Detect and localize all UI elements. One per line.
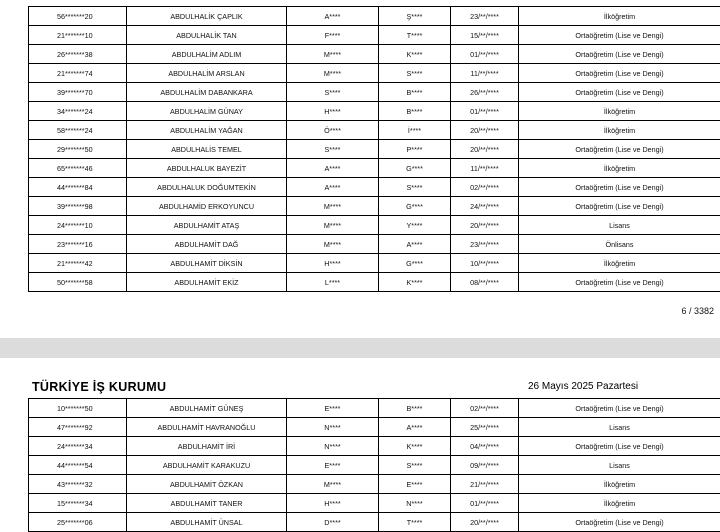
tc-number-cell: 10*******50 bbox=[29, 399, 127, 418]
birth-date-cell: 15/**/**** bbox=[451, 26, 519, 45]
birth-date-cell: 26/**/**** bbox=[451, 83, 519, 102]
full-name-cell: ABDULHAMİT EKİZ bbox=[127, 273, 287, 292]
full-name-cell: ABDULHALUK BAYEZİT bbox=[127, 159, 287, 178]
full-name-cell: ABDULHALİK TAN bbox=[127, 26, 287, 45]
education-cell: Ortaöğretim (Lise ve Dengi) bbox=[519, 64, 720, 83]
birth-date-cell: 23/**/**** bbox=[451, 235, 519, 254]
table-row bbox=[29, 494, 720, 513]
table-row bbox=[29, 216, 720, 235]
table-row bbox=[29, 83, 720, 102]
education-cell: Ortaöğretim (Lise ve Dengi) bbox=[519, 513, 720, 532]
education-cell: Ortaöğretim (Lise ve Dengi) bbox=[519, 83, 720, 102]
applicant-table-page-6 bbox=[28, 6, 720, 292]
full-name-cell: ABDULHAMİD ERKOYUNCU bbox=[127, 197, 287, 216]
education-cell: İlköğretim bbox=[519, 159, 720, 178]
mother-name-cell: S**** bbox=[379, 178, 451, 197]
education-cell: İlköğretim bbox=[519, 494, 720, 513]
father-name-cell: L**** bbox=[287, 273, 379, 292]
education-cell: Lisans bbox=[519, 418, 720, 437]
table-row bbox=[29, 456, 720, 475]
birth-date-cell: 20/**/**** bbox=[451, 513, 519, 532]
tc-number-cell: 44*******54 bbox=[29, 456, 127, 475]
father-name-cell: S**** bbox=[287, 140, 379, 159]
mother-name-cell: A**** bbox=[379, 418, 451, 437]
tc-number-cell: 24*******34 bbox=[29, 437, 127, 456]
full-name-cell: ABDULHAMİT ÖZKAN bbox=[127, 475, 287, 494]
full-name-cell: ABDULHALİK ÇAPLIK bbox=[127, 7, 287, 26]
birth-date-cell: 01/**/**** bbox=[451, 45, 519, 64]
table-row bbox=[29, 64, 720, 83]
full-name-cell: ABDULHAMİT İRİ bbox=[127, 437, 287, 456]
father-name-cell: E**** bbox=[287, 456, 379, 475]
birth-date-cell: 24/**/**** bbox=[451, 197, 519, 216]
father-name-cell: A**** bbox=[287, 7, 379, 26]
birth-date-cell: 02/**/**** bbox=[451, 178, 519, 197]
birth-date-cell: 23/**/**** bbox=[451, 7, 519, 26]
table-row bbox=[29, 7, 720, 26]
full-name-cell: ABDULHAMİT HAVRANOĞLU bbox=[127, 418, 287, 437]
father-name-cell: S**** bbox=[287, 83, 379, 102]
tc-number-cell: 43*******32 bbox=[29, 475, 127, 494]
full-name-cell: ABDULHALİM ARSLAN bbox=[127, 64, 287, 83]
document-page-7 bbox=[0, 358, 720, 531]
mother-name-cell: B**** bbox=[379, 399, 451, 418]
father-name-cell: D**** bbox=[287, 513, 379, 532]
education-cell: Lisans bbox=[519, 456, 720, 475]
birth-date-cell: 01/**/**** bbox=[451, 102, 519, 121]
tc-number-cell: 29*******50 bbox=[29, 140, 127, 159]
mother-name-cell: G**** bbox=[379, 159, 451, 178]
father-name-cell: H**** bbox=[287, 102, 379, 121]
education-cell: İlköğretim bbox=[519, 254, 720, 273]
birth-date-cell: 21/**/**** bbox=[451, 475, 519, 494]
father-name-cell: M**** bbox=[287, 45, 379, 64]
mother-name-cell: B**** bbox=[379, 102, 451, 121]
tc-number-cell: 21*******74 bbox=[29, 64, 127, 83]
organization-title: TÜRKİYE İŞ KURUMU bbox=[32, 380, 166, 394]
birth-date-cell: 20/**/**** bbox=[451, 121, 519, 140]
education-cell: İlköğretim bbox=[519, 102, 720, 121]
table-row bbox=[29, 159, 720, 178]
tc-number-cell: 26*******38 bbox=[29, 45, 127, 64]
birth-date-cell: 09/**/**** bbox=[451, 456, 519, 475]
full-name-cell: ABDULHAMİT ATAŞ bbox=[127, 216, 287, 235]
full-name-cell: ABDULHALİS TEMEL bbox=[127, 140, 287, 159]
mother-name-cell: Y**** bbox=[379, 216, 451, 235]
father-name-cell: N**** bbox=[287, 418, 379, 437]
table-row bbox=[29, 102, 720, 121]
full-name-cell: ABDULHALİM DABANKARA bbox=[127, 83, 287, 102]
tc-number-cell: 25*******06 bbox=[29, 513, 127, 532]
table-row bbox=[29, 26, 720, 45]
father-name-cell: Ö**** bbox=[287, 121, 379, 140]
full-name-cell: ABDULHAMİT ÜNSAL bbox=[127, 513, 287, 532]
mother-name-cell: S**** bbox=[379, 64, 451, 83]
mother-name-cell: İ**** bbox=[379, 121, 451, 140]
full-name-cell: ABDULHAMİT DAĞ bbox=[127, 235, 287, 254]
birth-date-cell: 01/**/**** bbox=[451, 494, 519, 513]
father-name-cell: F**** bbox=[287, 26, 379, 45]
tc-number-cell: 39*******70 bbox=[29, 83, 127, 102]
table-row bbox=[29, 418, 720, 437]
tc-number-cell: 15*******34 bbox=[29, 494, 127, 513]
mother-name-cell: G**** bbox=[379, 197, 451, 216]
birth-date-cell: 02/**/**** bbox=[451, 399, 519, 418]
birth-date-cell: 20/**/**** bbox=[451, 140, 519, 159]
father-name-cell: H**** bbox=[287, 494, 379, 513]
education-cell: Ortaöğretim (Lise ve Dengi) bbox=[519, 140, 720, 159]
father-name-cell: A**** bbox=[287, 178, 379, 197]
mother-name-cell: K**** bbox=[379, 273, 451, 292]
page-separator bbox=[0, 338, 720, 358]
mother-name-cell: P**** bbox=[379, 140, 451, 159]
education-cell: Ortaöğretim (Lise ve Dengi) bbox=[519, 273, 720, 292]
mother-name-cell: T**** bbox=[379, 26, 451, 45]
full-name-cell: ABDULHALİM ADLIM bbox=[127, 45, 287, 64]
table-row bbox=[29, 45, 720, 64]
mother-name-cell: K**** bbox=[379, 45, 451, 64]
table-row bbox=[29, 273, 720, 292]
father-name-cell: M**** bbox=[287, 216, 379, 235]
tc-number-cell: 58*******24 bbox=[29, 121, 127, 140]
table-row bbox=[29, 178, 720, 197]
page-number: 6 / 3382 bbox=[681, 306, 714, 316]
table-row bbox=[29, 399, 720, 418]
education-cell: Ortaöğretim (Lise ve Dengi) bbox=[519, 45, 720, 64]
tc-number-cell: 44*******84 bbox=[29, 178, 127, 197]
education-cell: Önlisans bbox=[519, 235, 720, 254]
tc-number-cell: 39*******98 bbox=[29, 197, 127, 216]
education-cell: Ortaöğretim (Lise ve Dengi) bbox=[519, 26, 720, 45]
applicant-table-body bbox=[29, 7, 720, 292]
applicant-table-body bbox=[29, 399, 720, 532]
tc-number-cell: 21*******10 bbox=[29, 26, 127, 45]
mother-name-cell: G**** bbox=[379, 254, 451, 273]
father-name-cell: M**** bbox=[287, 475, 379, 494]
mother-name-cell: N**** bbox=[379, 494, 451, 513]
birth-date-cell: 25/**/**** bbox=[451, 418, 519, 437]
mother-name-cell: K**** bbox=[379, 437, 451, 456]
mother-name-cell: B**** bbox=[379, 83, 451, 102]
report-date: 26 Mayıs 2025 Pazartesi bbox=[528, 381, 638, 392]
tc-number-cell: 23*******16 bbox=[29, 235, 127, 254]
full-name-cell: ABDULHALUK DOĞUMTEKİN bbox=[127, 178, 287, 197]
table-row bbox=[29, 254, 720, 273]
table-row bbox=[29, 235, 720, 254]
mother-name-cell: E**** bbox=[379, 475, 451, 494]
mother-name-cell: S**** bbox=[379, 456, 451, 475]
full-name-cell: ABDULHAMİT DİKSİN bbox=[127, 254, 287, 273]
tc-number-cell: 50*******58 bbox=[29, 273, 127, 292]
education-cell: İlköğretim bbox=[519, 475, 720, 494]
mother-name-cell: T**** bbox=[379, 513, 451, 532]
tc-number-cell: 47*******92 bbox=[29, 418, 127, 437]
education-cell: Ortaöğretim (Lise ve Dengi) bbox=[519, 437, 720, 456]
education-cell: İlköğretim bbox=[519, 7, 720, 26]
father-name-cell: E**** bbox=[287, 399, 379, 418]
father-name-cell: M**** bbox=[287, 235, 379, 254]
birth-date-cell: 11/**/**** bbox=[451, 64, 519, 83]
father-name-cell: H**** bbox=[287, 254, 379, 273]
table-row bbox=[29, 437, 720, 456]
father-name-cell: A**** bbox=[287, 159, 379, 178]
tc-number-cell: 56*******20 bbox=[29, 7, 127, 26]
full-name-cell: ABDULHAMİT GÜNEŞ bbox=[127, 399, 287, 418]
education-cell: Ortaöğretim (Lise ve Dengi) bbox=[519, 399, 720, 418]
tc-number-cell: 21*******42 bbox=[29, 254, 127, 273]
tc-number-cell: 24*******10 bbox=[29, 216, 127, 235]
education-cell: Lisans bbox=[519, 216, 720, 235]
full-name-cell: ABDULHAMİT TANER bbox=[127, 494, 287, 513]
birth-date-cell: 08/**/**** bbox=[451, 273, 519, 292]
table-row bbox=[29, 197, 720, 216]
education-cell: İlköğretim bbox=[519, 121, 720, 140]
education-cell: Ortaöğretim (Lise ve Dengi) bbox=[519, 197, 720, 216]
table-row bbox=[29, 513, 720, 532]
full-name-cell: ABDULHALİM GÜNAY bbox=[127, 102, 287, 121]
mother-name-cell: A**** bbox=[379, 235, 451, 254]
father-name-cell: N**** bbox=[287, 437, 379, 456]
full-name-cell: ABDULHAMİT KARAKUZU bbox=[127, 456, 287, 475]
birth-date-cell: 11/**/**** bbox=[451, 159, 519, 178]
mother-name-cell: Ş**** bbox=[379, 7, 451, 26]
birth-date-cell: 20/**/**** bbox=[451, 216, 519, 235]
birth-date-cell: 10/**/**** bbox=[451, 254, 519, 273]
table-row bbox=[29, 475, 720, 494]
tc-number-cell: 34*******24 bbox=[29, 102, 127, 121]
applicant-table-page-7 bbox=[28, 398, 720, 532]
full-name-cell: ABDULHALİM YAĞAN bbox=[127, 121, 287, 140]
education-cell: Ortaöğretim (Lise ve Dengi) bbox=[519, 178, 720, 197]
father-name-cell: M**** bbox=[287, 64, 379, 83]
birth-date-cell: 04/**/**** bbox=[451, 437, 519, 456]
table-row bbox=[29, 121, 720, 140]
tc-number-cell: 65*******46 bbox=[29, 159, 127, 178]
table-row bbox=[29, 140, 720, 159]
father-name-cell: M**** bbox=[287, 197, 379, 216]
